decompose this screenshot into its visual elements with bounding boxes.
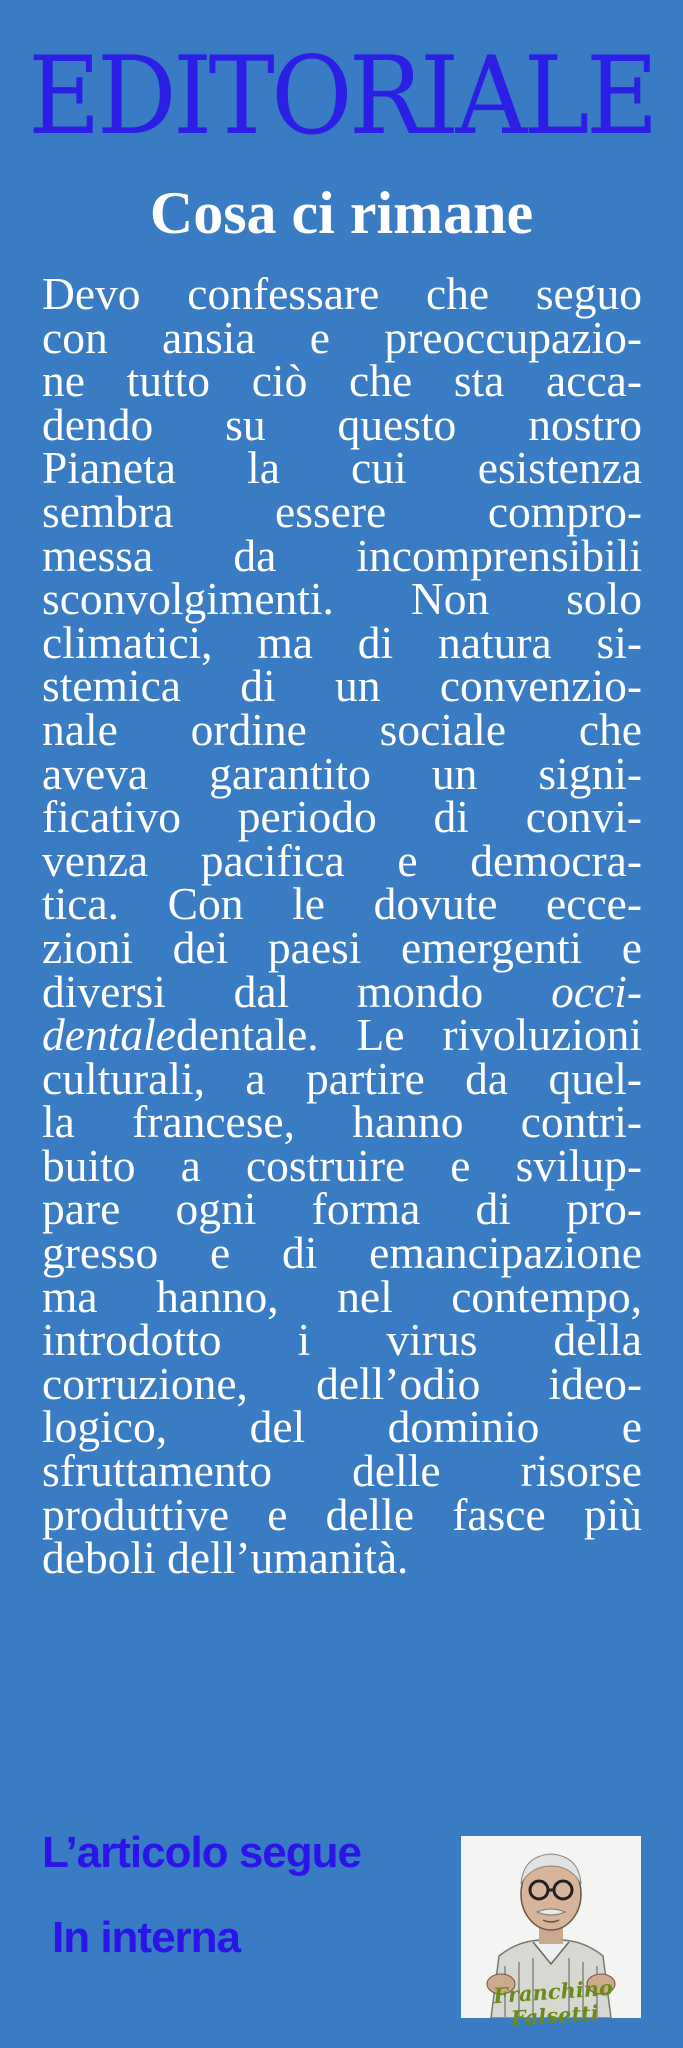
article-line: introdotto i virus della <box>42 1314 642 1366</box>
author-signature: Franchino Falsetti <box>492 1974 614 2032</box>
article-line: venza pacifica e democra- <box>42 834 642 886</box>
article-line-with-italic <box>42 1009 642 1061</box>
article-line: stemica di un convenzio- <box>42 660 642 712</box>
section-title: EDITORIALE <box>28 34 655 159</box>
article-line: buito a costruire e svilup- <box>42 1139 642 1191</box>
article-line-text: diversi dal mondo <box>42 965 484 1017</box>
italic-word: occi- <box>551 965 642 1017</box>
article-line: tica. Con le dovute ecce- <box>42 878 642 930</box>
article-line: Devo confessare che seguo <box>42 268 642 319</box>
article-line: ne tutto ciò che sta acca- <box>42 355 642 407</box>
article-line: nale ordine sociale che <box>42 703 642 755</box>
article-line: gresso e di emancipazione <box>42 1227 642 1279</box>
article-line: sembra essere compro- <box>42 485 642 537</box>
article-line: la francese, hanno contri- <box>42 1096 642 1148</box>
article-line: zioni dei paesi emergenti e <box>42 921 642 973</box>
article-line: climatici, ma di natura si- <box>42 616 642 668</box>
article-line: ma hanno, nel contempo, <box>42 1270 642 1322</box>
article-line: deboli dell’umanità. <box>42 1532 409 1584</box>
article-body <box>42 268 642 1584</box>
article-line: ficativo periodo di convi- <box>42 791 642 843</box>
article-line: culturali, a partire da quel- <box>42 1052 642 1104</box>
article-line: corruzione, dell’odio ideo- <box>42 1357 642 1409</box>
italic-word: dentale <box>42 1009 176 1061</box>
inside-link[interactable]: In interna <box>52 1913 241 1962</box>
article-line: aveva garantito un signi- <box>42 747 642 799</box>
article-line: pare ogni forma di pro- <box>42 1183 642 1235</box>
article-line-with-italic <box>42 965 642 1017</box>
article-line: messa da incomprensibili <box>42 529 642 581</box>
article-line: Pianeta la cui esistenza <box>42 442 642 494</box>
headline: Cosa ci rimane <box>149 180 534 246</box>
article-line-text: dentale. Le rivoluzioni <box>175 1009 642 1061</box>
article-line: logico, del dominio e <box>42 1401 642 1453</box>
article-line: dendo su questo nostro <box>42 398 642 450</box>
article-line: sfruttamento delle risorse <box>42 1445 642 1497</box>
continue-link[interactable]: L’articolo segue <box>42 1828 361 1877</box>
article-line: sconvolgimenti. Non solo <box>42 573 642 625</box>
article-line: produttive e delle fasce più <box>42 1488 642 1540</box>
article-line: con ansia e preoccupazio- <box>42 311 642 363</box>
